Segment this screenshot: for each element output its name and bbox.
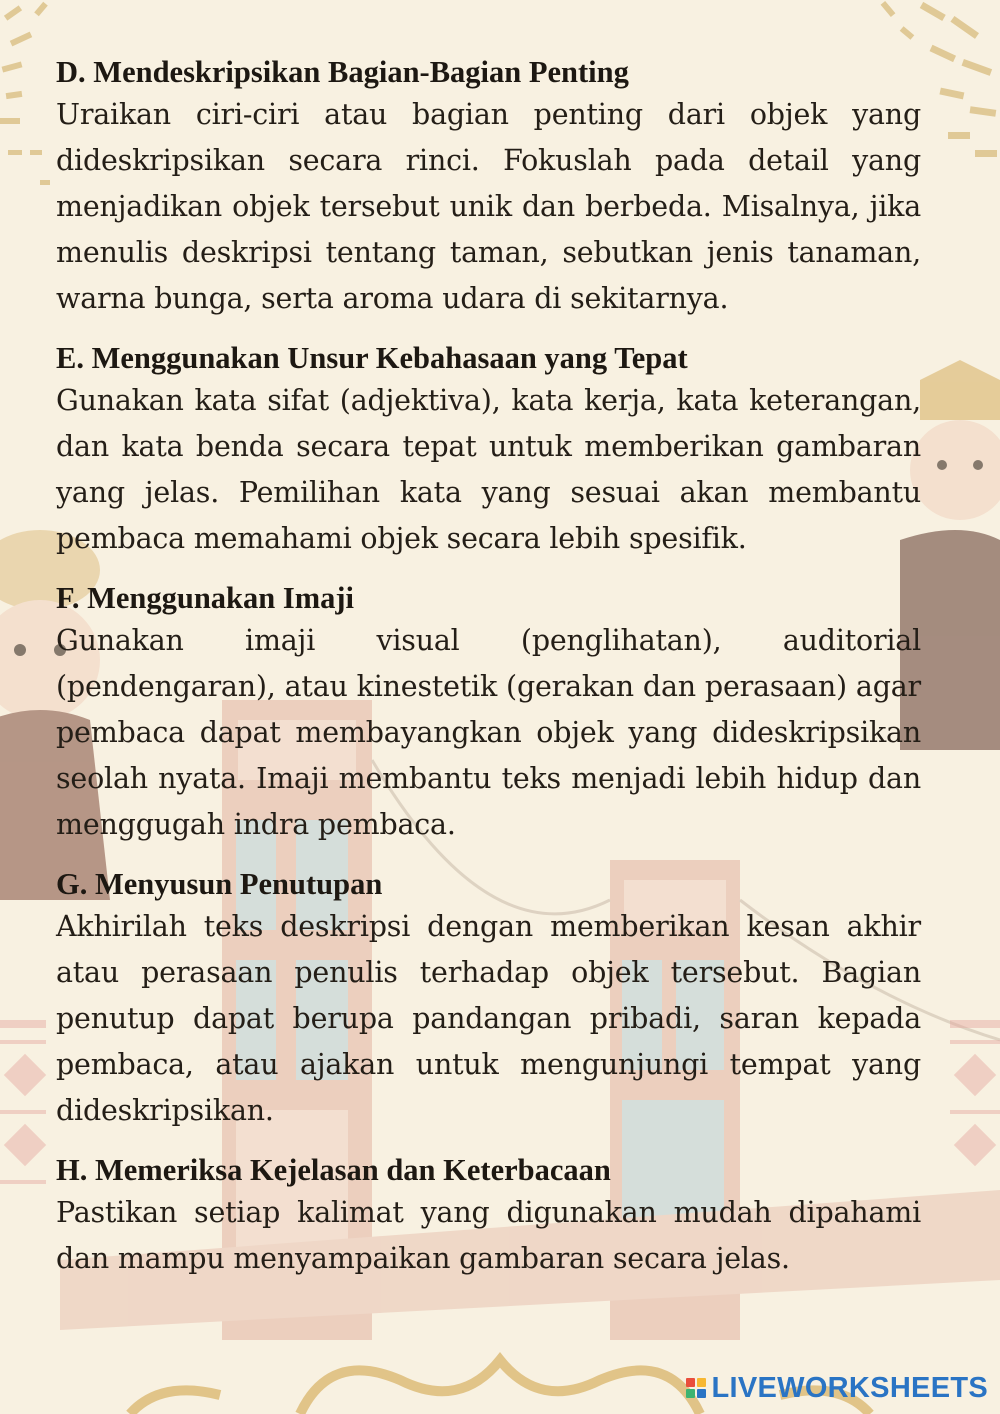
section-body: Akhirilah teks deskripsi dengan memberikan kesan akhir atau perasaan penulis terhadap objek tersebut. Bagian penutup dapat berupa pandangan pribadi, saran kepada pembaca, atau ajakan untuk mengunjungi tempat yang dideskripsikan.: [56, 910, 921, 1127]
section-f: [56, 578, 921, 848]
gold-rays-top-left-decoration: [0, 2, 50, 185]
section-h: [56, 1150, 921, 1282]
main-content: [56, 52, 921, 1298]
liveworksheets-logo-icon: [686, 1378, 706, 1398]
pattern-border-left-decoration: [0, 1020, 46, 1184]
section-body: Pastikan setiap kalimat yang digunakan mudah dipahami dan mampu menyampaikan gambaran secara jelas.: [56, 1196, 921, 1275]
section-body: Uraikan ciri-ciri atau bagian penting dari objek yang dideskripsikan secara rinci. Fokuslah pada detail yang menjadikan objek tersebut unik dan berbeda. Misalnya, jika menulis deskripsi tentang taman, sebutkan jenis tanaman, warna bunga, serta aroma udara di sekitarnya.: [56, 98, 921, 315]
section-title: F. Menggunakan Imaji: [56, 581, 355, 615]
brand-name: LIVEWORKSHEETS: [711, 1371, 988, 1404]
liveworksheets-brand-link[interactable]: [686, 1368, 989, 1408]
section-e: [56, 338, 921, 562]
section-g: [56, 864, 921, 1134]
section-body: Gunakan kata sifat (adjektiva), kata kerja, kata keterangan, dan kata benda secara tepat untuk memberikan gambaran yang jelas. Pemilihan kata yang sesuai akan membantu pembaca memahami objek secara lebih spesifik.: [56, 384, 921, 555]
section-title: H. Memeriksa Kejelasan dan Keterbacaan: [56, 1153, 611, 1187]
section-title: E. Menggunakan Unsur Kebahasaan yang Tepat: [56, 341, 688, 375]
section-title: D. Mendeskripsikan Bagian-Bagian Penting: [56, 55, 629, 89]
pattern-border-right-decoration: [950, 1020, 1000, 1166]
section-title: G. Menyusun Penutupan: [56, 867, 383, 901]
section-body: Gunakan imaji visual (penglihatan), auditorial (pendengaran), atau kinestetik (gerakan dan perasaan) agar pembaca dapat membayangkan objek yang dideskripsikan seolah nyata. Imaji membantu teks menjadi lebih hidup dan menggugah indra pembaca.: [56, 624, 921, 841]
section-d: [56, 52, 921, 322]
